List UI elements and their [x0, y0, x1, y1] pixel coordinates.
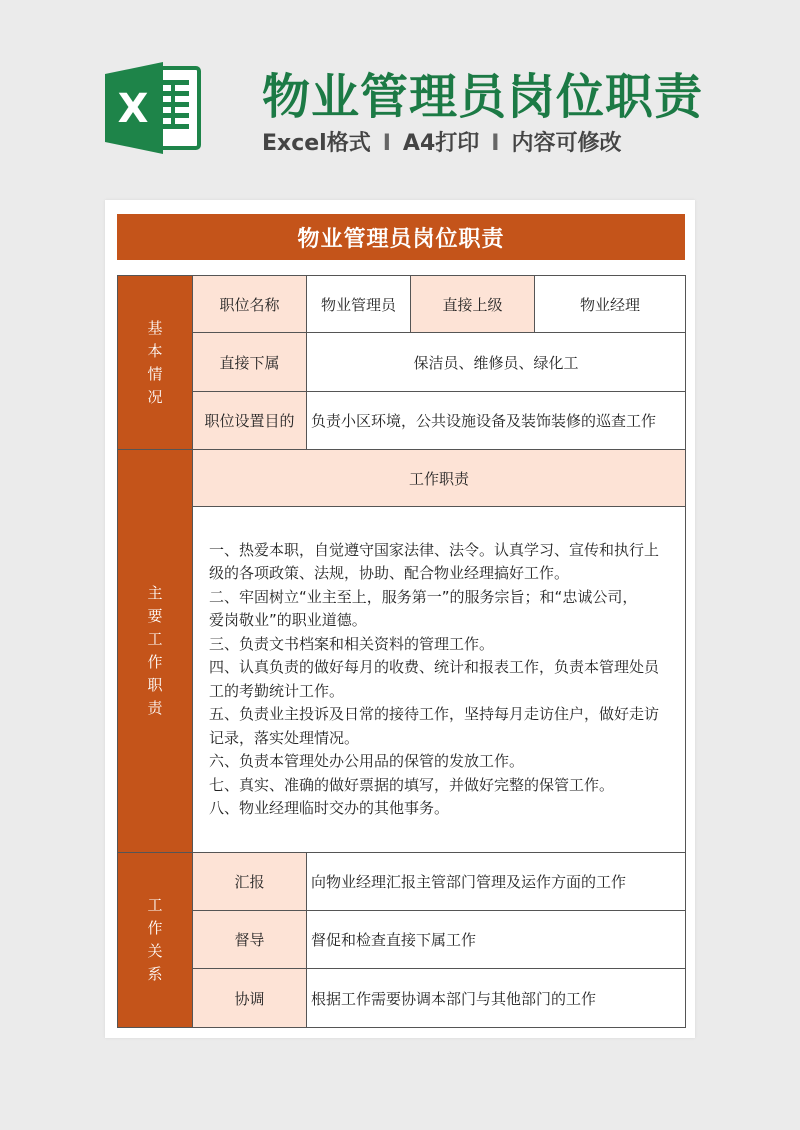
report-label: 汇报: [193, 853, 307, 911]
position-name-label: 职位名称: [193, 276, 307, 333]
duty-line: 记录，落实处理情况。: [209, 728, 360, 747]
excel-logo-icon: [103, 60, 203, 156]
duty-line: 爱岗敬业”的职业道德。: [209, 611, 367, 629]
supervise-value: 督促和检查直接下属工作: [307, 911, 686, 969]
purpose-value: 负责小区环境，公共设施设备及装饰装修的巡查工作: [307, 392, 686, 450]
duty-line: 八、物业经理临时交办的其他事务。: [209, 799, 450, 817]
coordinate-value: 根据工作需要协调本部门与其他部门的工作: [307, 969, 686, 1028]
table-row: [118, 333, 686, 392]
logo-letter: X: [117, 86, 149, 132]
subtitle-format: Excel格式: [262, 131, 371, 156]
duty-line: 一、热爱本职，自觉遵守国家法律、法令。认真学习、宣传和执行上: [209, 540, 660, 559]
duty-line: 七、真实、准确的做好票据的填写，并做好完整的保管工作。: [209, 775, 615, 794]
table-row: [118, 507, 686, 853]
duty-line: 六、负责本管理处办公用品的保管的发放工作。: [209, 752, 525, 770]
page-title: 物业管理员岗位职责: [262, 69, 704, 125]
subtitle: [262, 126, 621, 157]
table-row: [118, 853, 686, 911]
section-basic-info: 基本情况: [118, 276, 193, 450]
duties-header: 工作职责: [193, 450, 686, 507]
table-row: [118, 276, 686, 333]
subtitle-print: A4打印: [402, 131, 480, 156]
section-work-relations: 工作关系: [118, 853, 193, 1028]
supervisor-value: 物业经理: [535, 276, 686, 333]
duty-line: 四、认真负责的做好每月的收费、统计和报表工作，负责本管理处员: [209, 658, 660, 676]
subtitle-separator: I: [491, 131, 500, 156]
table-row: [118, 392, 686, 450]
position-name-value: 物业管理员: [307, 276, 411, 333]
table-row: [118, 450, 686, 507]
duty-line: 工的考勤统计工作。: [209, 681, 345, 700]
subordinates-value: 保洁员、维修员、绿化工: [307, 333, 686, 392]
duty-line: 二、牢固树立“业主至上，服务第一”的服务宗旨；和“忠诚公司，: [209, 587, 638, 606]
duty-line: 五、负责业主投诉及日常的接待工作，坚持每月走访住户，做好走访: [209, 705, 660, 723]
subtitle-separator: I: [382, 131, 391, 156]
supervise-label: 督导: [193, 911, 307, 969]
table-row: [118, 911, 686, 969]
subordinates-label: 直接下属: [193, 333, 307, 392]
section-main-duties: 主要工作职责: [118, 450, 193, 853]
supervisor-label: 直接上级: [411, 276, 535, 333]
report-value: 向物业经理汇报主管部门管理及运作方面的工作: [307, 853, 686, 911]
duties-content: [193, 507, 686, 853]
duty-line: 三、负责文书档案和相关资料的管理工作。: [209, 634, 495, 653]
subtitle-editable: 内容可修改: [511, 131, 622, 156]
purpose-label: 职位设置目的: [193, 392, 307, 450]
sheet-title-bar: 物业管理员岗位职责: [117, 214, 685, 260]
table-row: [118, 969, 686, 1028]
job-responsibility-table: [117, 275, 686, 1028]
duty-line: 级的各项政策、法规，协助、配合物业经理搞好工作。: [209, 564, 570, 582]
coordinate-label: 协调: [193, 969, 307, 1028]
